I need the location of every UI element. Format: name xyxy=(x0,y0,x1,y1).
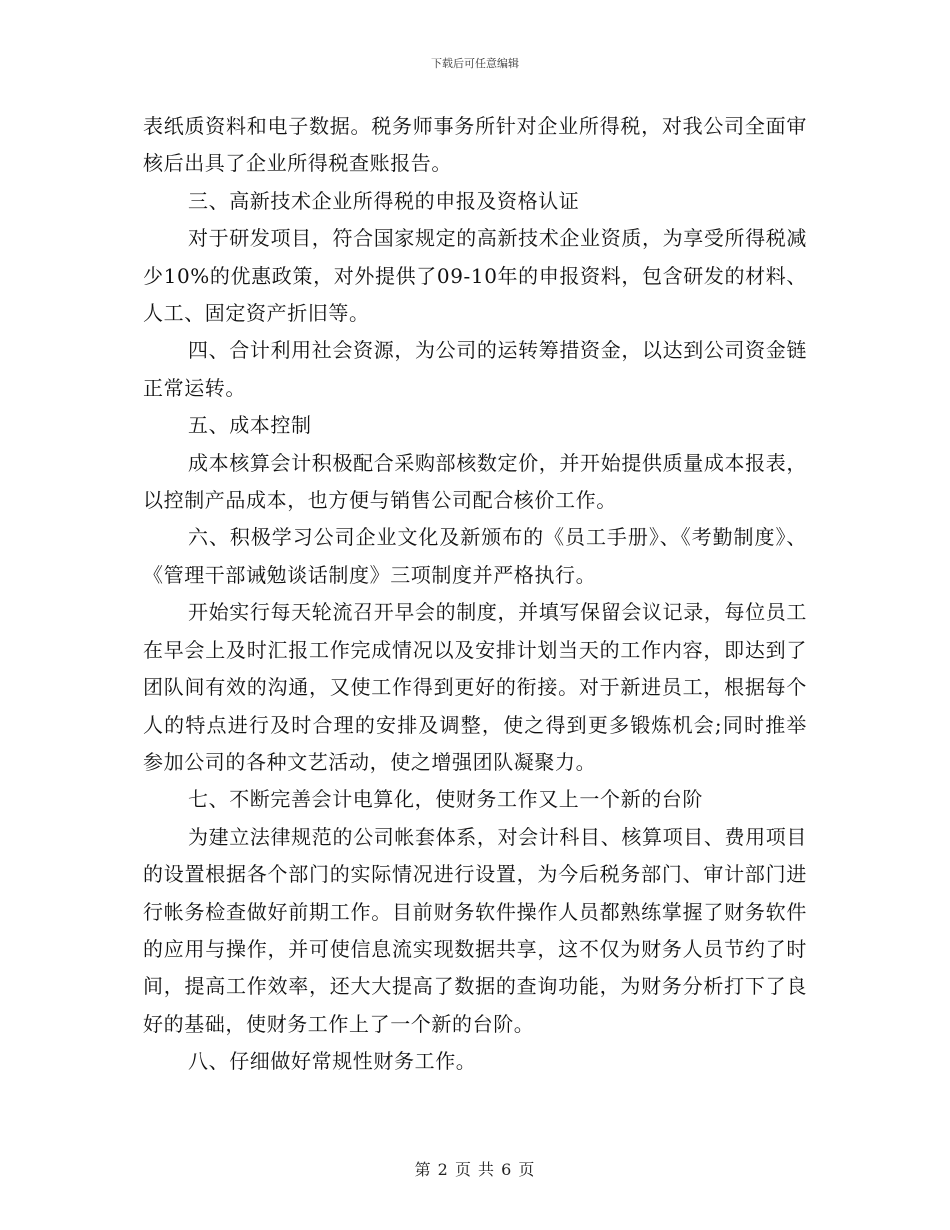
section-heading: 三、高新技术企业所得税的申报及资格认证 xyxy=(188,188,580,213)
section-heading: 六、积极学习公司企业文化及新颁布的《员工手册》、《考勤制度》、《管理干部诫勉谈话制度》三项制度并严格执行。 xyxy=(143,525,807,587)
section-heading: 八、仔细做好常规性财务工作。 xyxy=(188,1049,477,1074)
paragraph: 成本核算会计积极配合采购部核数定价，并开始提供质量成本报表，以控制产品成本，也方便与销售公司配合核价工作。 xyxy=(143,450,807,513)
section-heading: 五、成本控制 xyxy=(188,413,312,438)
paragraph: 为建立法律规范的公司帐套体系，对会计科目、核算项目、费用项目的设置根据各个部门的实际情况进行设置，为今后税务部门、审计部门进行帐务检查做好前期工作。目前财务软件操作人员都熟练掌握了财务软件的应用与操作，并可使信息流实现数据共享，这不仅为财务人员节约了时间，提高工作效率，还大大提高了数据的查询功能，为财务分析打下了良好的基础，使财务工作上了一个新的台阶。 xyxy=(143,824,807,1036)
paragraph: 开始实行每天轮流召开早会的制度，并填写保留会议记录，每位员工在早会上及时汇报工作完成情况以及安排计划当天的工作内容，即达到了团队间有效的沟通，又使工作得到更好的衔接。对于新进员工，根据每个人的特点进行及时合理的安排及调整，使之得到更多锻炼机会;同时推举参加公司的各种文艺活动，使之增强团队凝聚力。 xyxy=(143,600,807,774)
page-number-footer: 第 2 页 共 6 页 xyxy=(414,1160,536,1179)
paragraph: 对于研发项目，符合国家规定的高新技术企业资质，为享受所得税减少10%的优惠政策，对外提供了09-10年的申报资料，包含研发的材料、人工、固定资产折旧等。 xyxy=(143,226,807,326)
section-heading: 七、不断完善会计电算化，使财务工作又上一个新的台阶 xyxy=(188,787,703,812)
page-header-note: 下载后可任意编辑 xyxy=(431,57,519,70)
section-heading: 四、合计利用社会资源，为公司的运转筹措资金，以达到公司资金链正常运转。 xyxy=(143,338,807,400)
paragraph: 表纸质资料和电子数据。税务师事务所针对企业所得税，对我公司全面审核后出具了企业所得税查账报告。 xyxy=(143,114,807,176)
document-body xyxy=(143,108,807,1081)
